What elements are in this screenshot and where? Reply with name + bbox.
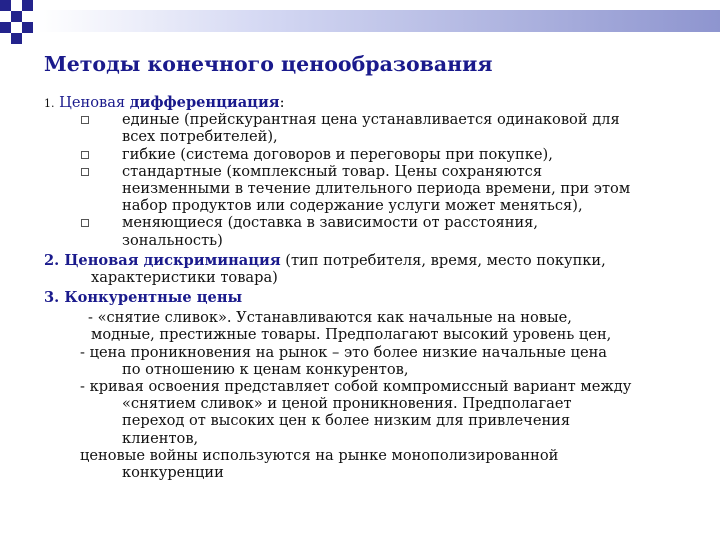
section-1-number: 1. [44, 97, 55, 110]
section-1-heading: 1. Ценовая дифференциация: [44, 94, 285, 111]
bullet-item: стандартные (комплексный товар. Цены сохраняются [0, 163, 720, 180]
paragraph-line: ценовые войны используются на рынке монополизированной [80, 446, 559, 464]
paragraph-line: - кривая освоения представляет собой компромиссный вариант между [80, 378, 632, 395]
paragraph-line: переход от высоких цен к более низким для привлечения [122, 412, 571, 430]
section-2-line: 2. Ценовая дискриминация (тип потребителя, время, место покупки, [44, 251, 606, 269]
bullet-item-continuation: зональность) [122, 231, 223, 249]
bullet-item: меняющиеся (доставка в зависимости от расстояния, [0, 214, 720, 231]
paragraph-line: - цена проникновения на рынок – это более низкие начальные цена [80, 343, 608, 361]
header-gradient-bar [38, 10, 720, 32]
checkbox-bullet-icon [81, 116, 89, 124]
slide-content [0, 94, 720, 481]
paragraph-line: по отношению к ценам конкурентов, [122, 360, 409, 378]
paragraph-line: модные, престижные товары. Предполагают высокий уровень цен, [91, 326, 612, 344]
bullet-item-continuation: всех потребителей), [122, 128, 278, 146]
section-2-continuation: характеристики товара) [91, 268, 278, 286]
section-1-heading-word: Ценовая [59, 94, 126, 111]
checkbox-bullet-icon [81, 219, 89, 227]
section-2-heading: 2. Ценовая дискриминация [44, 251, 281, 269]
bullet-item: единые (прейскурантная цена устанавливается одинаковой для [0, 111, 720, 128]
bullet-item: гибкие (система договоров и переговоры при покупке), [0, 146, 720, 163]
slide-title: Методы конечного ценообразования [44, 52, 493, 76]
section-1-heading-bold: дифференциация [129, 94, 280, 111]
paragraph-line: - «снятие сливок». Устанавливаются как начальные на новые, [88, 309, 572, 327]
checkbox-bullet-icon [81, 151, 89, 159]
paragraph-line: конкуренции [122, 463, 224, 481]
bullet-item-continuation: набор продуктов или содержание услуги может меняться), [122, 197, 583, 215]
section-3-heading: 3. Конкурентные цены [44, 289, 243, 307]
paragraph-line: «снятием сливок» и ценой проникновения. Предполагает [122, 395, 572, 413]
checkbox-bullet-icon [81, 168, 89, 176]
bullet-item-continuation: неизменными в течение длительного периода времени, при этом [122, 179, 631, 197]
paragraph-line: клиентов, [122, 429, 199, 447]
